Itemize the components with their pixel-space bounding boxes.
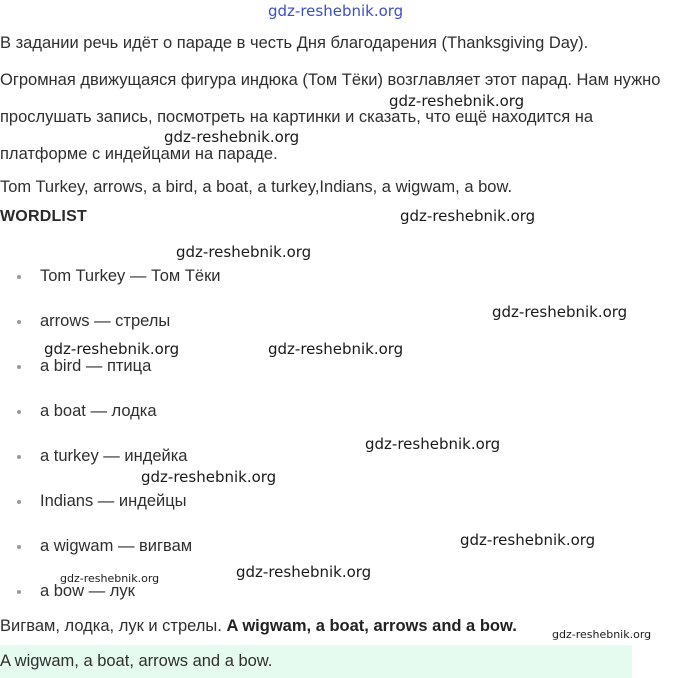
list-item: a wigwam — вигвам: [40, 537, 193, 555]
words-paragraph: Tom Turkey, arrows, a bird, a boat, a turkey,Indians, a wigwam, a bow.: [0, 178, 513, 196]
watermark: gdz-reshebnik.org: [176, 243, 312, 261]
watermark: gdz-reshebnik.org: [60, 572, 160, 585]
watermark: gdz-reshebnik.org: [268, 340, 404, 358]
watermark: gdz-reshebnik.org: [236, 563, 372, 581]
watermark: gdz-reshebnik.org: [460, 531, 596, 549]
list-item: a bird — птица: [40, 357, 152, 375]
top-watermark: gdz-reshebnik.org: [268, 2, 404, 20]
watermark: gdz-reshebnik.org: [400, 207, 536, 225]
intro-paragraph: В задании речь идёт о параде в честь Дня благодарения (Thanksgiving Day).: [0, 34, 589, 52]
list-item: a turkey — индейка: [40, 447, 188, 465]
watermark: gdz-reshebnik.org: [44, 340, 180, 358]
wordlist-heading: WORDLIST: [0, 208, 87, 225]
answer-russian: Вигвам, лодка, лук и стрелы.: [0, 617, 222, 635]
watermark: gdz-reshebnik.org: [492, 303, 628, 321]
watermark: gdz-reshebnik.org: [164, 128, 300, 146]
list-item: a bow — лук: [40, 582, 135, 600]
list-item: arrows — стрелы: [40, 312, 171, 330]
task-paragraph: Огромная движущаяся фигура индюка (Том Тёки) возглавляет этот парад. Нам нужно прослушать запись, посмотреть на картинки и сказать, что ещё находится на платформе с индейцами на параде.: [0, 71, 661, 163]
answer-english: A wigwam, a boat, arrows and a bow.: [226, 617, 517, 635]
watermark: gdz-reshebnik.org: [552, 628, 652, 641]
answer-line: [0, 614, 517, 638]
answer-box: A wigwam, a boat, arrows and a bow.: [0, 645, 632, 678]
list-item: Indians — индейцы: [40, 492, 187, 510]
list-item: a boat — лодка: [40, 402, 157, 420]
watermark: gdz-reshebnik.org: [141, 468, 277, 486]
watermark: gdz-reshebnik.org: [365, 435, 501, 453]
watermark: gdz-reshebnik.org: [389, 92, 525, 110]
list-item: Tom Turkey — Том Тёки: [40, 267, 221, 285]
